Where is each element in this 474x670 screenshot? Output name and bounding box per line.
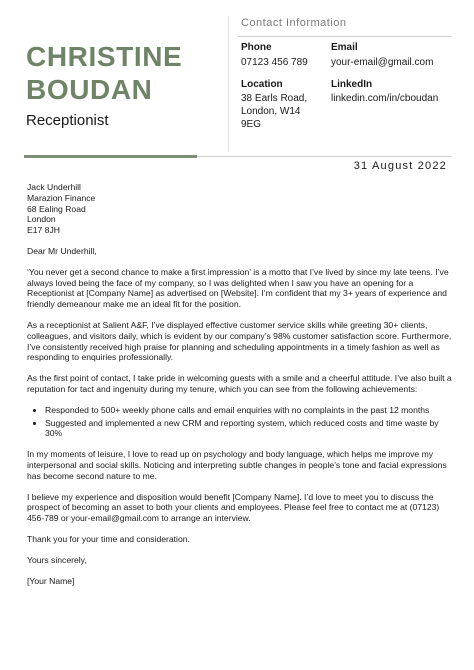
linkedin-value: linkedin.com/in/cboudan (331, 93, 439, 104)
address-line: Jack Underhill (27, 182, 81, 192)
location-line: London, W14 (241, 106, 301, 117)
linkedin-label: LinkedIn (331, 79, 373, 90)
first-name: CHRISTINE (26, 41, 183, 72)
recipient-address (27, 182, 452, 236)
body-paragraph: ‘You never get a second chance to make a first impression’ is a motto that I’ve lived by since my late teens. I’ve always loved being the face of my company, so I was delighted when I saw you have an opening for a Receptionist at [Company Name] as advertised on [Website]. I’m confident that my 3+ years of experience and friendly demeanour make me an ideal fit for the position. (27, 266, 449, 310)
salutation: Dear Mr Underhill, (27, 245, 97, 256)
last-name: BOUDAN (26, 74, 153, 105)
signature: [Your Name] (27, 575, 75, 586)
name-block (26, 40, 182, 129)
address-line: Marazion Finance (27, 192, 96, 203)
location-label: Location (241, 79, 283, 90)
achievement-item: • Suggested and implemented a new CRM and reporting system, which reduced costs and time waste by 30% (45, 418, 452, 440)
body-paragraph: In my moments of leisure, I love to read up on psychology and body language, which helps me improve my interpersonal and social skills. Noticing and interpreting subtle changes in people’s tone and facial expressions has become second nature to me. (27, 449, 447, 481)
contact-rule (238, 36, 452, 37)
phone-value: 07123 456 789 (241, 57, 308, 68)
body-paragraph: As a receptionist at Salient A&F, I’ve displayed effective customer service skills while greeting 30+ clients, colleagues, and visitors daily, which is evident by our company’s 98% customer satisfaction score. Furthermore, I’ve consistently received high praise for planning and scheduling appointments in a timely fashion as well as responding to enquiries professionally. (27, 319, 452, 363)
body-paragraph: As the first point of contact, I take pride in welcoming guests with a smile and a cheerful attitude. I’ve also built a reputation for tact and ingenuity during my tenure, which you can see from the following achievements: (27, 373, 452, 394)
closing: Yours sincerely, (27, 554, 87, 565)
location-value (241, 92, 307, 131)
accent-bar (24, 155, 197, 158)
address-line: London (27, 214, 56, 225)
achievement-item: • Responded to 500+ weekly phone calls and email enquiries with no complaints in the past 12 months (45, 405, 452, 416)
address-line: 68 Ealing Road (27, 203, 86, 214)
letter-body (27, 182, 452, 596)
location-line: 38 Earls Road, (241, 93, 308, 104)
contact-heading: Contact Information (241, 17, 347, 29)
job-title: Receptionist (26, 112, 109, 129)
address-line: E17 8JH (27, 225, 60, 236)
achievements-list (27, 405, 452, 439)
header-divider (228, 16, 229, 152)
body-paragraph: Thank you for your time and consideration. (27, 533, 190, 544)
body-paragraph: I believe my experience and disposition would benefit [Company Name]. I’d love to meet you to discuss the prospect of becoming an asset to both your clients and employees. Please feel free to contact me at (07123) 456-789 or your-email@gmail.com to arrange an interview. (27, 491, 440, 524)
header-rule (197, 156, 452, 157)
email-label: Email (331, 42, 358, 53)
location-line: 9EG (241, 119, 262, 130)
phone-label: Phone (241, 42, 272, 53)
email-value: your-email@gmail.com (331, 57, 434, 68)
letter-date: 31 August 2022 (353, 160, 447, 172)
